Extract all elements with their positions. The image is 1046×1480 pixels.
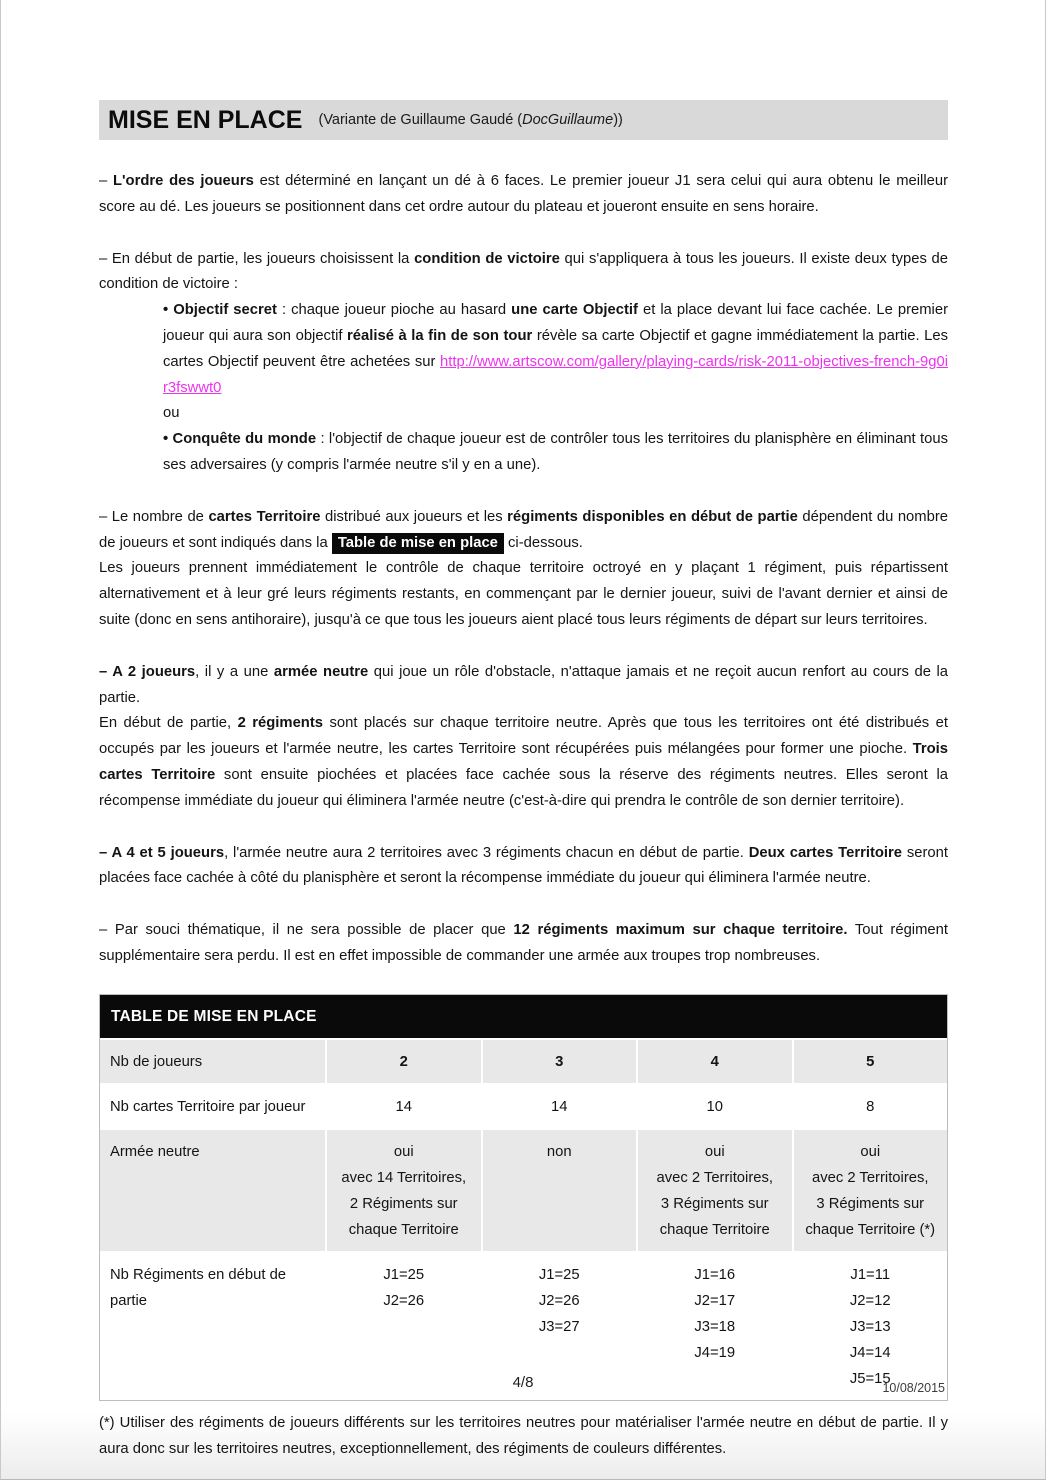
text-segment: une carte Objectif xyxy=(511,302,638,319)
section-title-band xyxy=(99,100,948,140)
table-cell-line: J1=25 xyxy=(383,1266,425,1283)
table-cell: 10 xyxy=(638,1085,792,1128)
table-row-label: Nb cartes Territoire par joueur xyxy=(100,1085,325,1128)
text-segment: – Par souci thématique, il ne sera possible de placer que xyxy=(99,922,514,939)
text-segment: condition de victoire xyxy=(414,250,560,267)
table-cell-line: J3=18 xyxy=(694,1318,736,1335)
text-segment: réalisé à la fin de son tour xyxy=(347,327,533,344)
page-content xyxy=(1,0,1045,1462)
table-cell-line: J1=25 xyxy=(538,1266,580,1283)
text-segment: est déterminé en lançant un dé à 6 faces. Le premier joueur J1 sera celui qui aura obtenu le meilleur score au dé. Les joueurs se positionnent dans cet ordre autour du plateau et joueront ensuite en sens horaire. xyxy=(99,173,948,215)
text-segment: seront placées face cachée à côté du planisphère et seront la récompense immédiate du joueur qui éliminera l'armée neutre. xyxy=(99,844,948,887)
text-segment: sont ensuite piochées et placées face cachée sous la réserve des régiments neutres. Elles seront la récompense immédiate du joueur qui éliminera l'armée neutre (c'est-à-dire qui prendra le contrôle de son dernier territoire). xyxy=(99,766,948,809)
table-cell-line: 3 Régiments sur xyxy=(816,1195,925,1212)
text-segment: : l'objectif de chaque joueur est de contrôler tous les territoires du planisphère en éliminant tous ses adversaires (y compris l'armée neutre s'il y en a une). xyxy=(163,431,948,473)
table-cell-line: chaque Territoire (*) xyxy=(805,1221,936,1238)
subtitle-author-alias: DocGuillaume xyxy=(522,112,614,128)
page-number: 4/8 xyxy=(512,1374,534,1391)
text-segment: 12 régiments maximum sur chaque territoire. xyxy=(513,922,848,939)
p-2-joueurs-suite xyxy=(99,711,948,814)
text-segment: régiments disponibles en début de partie xyxy=(507,508,798,525)
text-segment: révèle sa carte Objectif et gagne immédiatement la partie. Les cartes Objectif peuvent être achetées sur xyxy=(163,327,948,370)
text-segment: – xyxy=(99,173,113,189)
text-segment: • xyxy=(163,431,173,448)
table-cell xyxy=(638,1130,792,1251)
text-segment: Les joueurs prennent immédiatement le contrôle de chaque territoire octroyé en y plaçant 1 régiment, puis répartissent alternativement et à leur gré leurs régiments restants, en commençant par le dernier joueur, suivi de l'avant dernier et ainsi de suite (donc en sens antihoraire), jusqu'à ce que tous les joueurs aient placé tous leurs régiments de départ sur leurs territoires. xyxy=(99,560,948,628)
table-cell: 5 xyxy=(794,1040,948,1083)
table-cell-line: J1=11 xyxy=(850,1266,891,1283)
table-cell-line: J2=26 xyxy=(538,1292,580,1309)
bullet-conquete-monde xyxy=(163,427,948,479)
subtitle-suffix: )) xyxy=(613,112,623,128)
table-cell-line: 3 Régiments sur xyxy=(660,1195,769,1212)
table-cell-line: chaque Territoire xyxy=(348,1221,459,1238)
table-cell xyxy=(483,1130,637,1251)
text-segment: qui s'appliquera à tous les joueurs. Il existe deux types de condition de victoire : xyxy=(99,250,948,293)
text-segment: • xyxy=(163,302,174,319)
external-link[interactable]: http://www.artscow.com/gallery/playing-cards/risk-2011-objectives-french-9g0ir3fswwt0 xyxy=(163,353,948,396)
table-cell: 4 xyxy=(638,1040,792,1083)
table-cell-line: oui xyxy=(393,1143,414,1160)
text-segment: ou xyxy=(163,405,180,422)
text-segment: 2 régiments xyxy=(237,715,323,732)
table-cell-line: oui xyxy=(704,1143,725,1160)
text-segment: Trois cartes Territoire xyxy=(99,741,948,783)
setup-table xyxy=(99,994,948,1401)
table-cell-line: J2=17 xyxy=(694,1292,736,1309)
page-subtitle xyxy=(318,112,622,128)
table-cell-line: J5=15 xyxy=(849,1370,891,1387)
table-cell-line: non xyxy=(546,1143,572,1160)
text-segment: armée neutre xyxy=(273,663,369,680)
text-segment: sont placés sur chaque territoire neutre. Après que tous les territoires ont été distribués et occupés par les joueurs et l'armée neutre, les cartes Territoire sont récupérées puis mélangées pour former une pioche. xyxy=(99,715,949,758)
inline-highlight: Table de mise en place xyxy=(332,533,504,554)
text-segment: : chaque joueur pioche au hasard xyxy=(276,302,512,319)
text-segment: distribué aux joueurs et les xyxy=(320,508,508,525)
table-title: TABLE DE MISE EN PLACE xyxy=(100,995,947,1038)
table-cell-line: J3=13 xyxy=(849,1318,891,1335)
table-footnote xyxy=(99,1410,948,1462)
p-controle-territoire xyxy=(99,556,948,633)
table-cell xyxy=(794,1130,948,1251)
text-segment: En début de partie, xyxy=(99,715,238,732)
table-row-label: Armée neutre xyxy=(100,1130,325,1251)
table-cell: 14 xyxy=(327,1085,481,1128)
body-paragraphs xyxy=(99,169,948,970)
p-ordre-joueurs xyxy=(99,169,948,221)
text-segment: et la place devant lui face cachée. Le premier joueur qui aura son objectif xyxy=(163,302,949,344)
text-segment: ci-dessous. xyxy=(503,534,583,551)
text-segment: (*) Utiliser des régiments de joueurs différents sur les territoires neutres pour matérialiser l'armée neutre en début de partie. Il y aura donc sur les territoires neutres, exceptionnellement, des régiments de couleurs différentes. xyxy=(99,1414,948,1457)
text-segment: Deux cartes Territoire xyxy=(748,844,903,861)
text-segment: cartes Territoire xyxy=(208,508,321,525)
table-row-label: Nb de joueurs xyxy=(100,1040,325,1083)
table-cell-line: 2 Régiments sur xyxy=(349,1195,458,1212)
table-cell-line: J2=12 xyxy=(849,1292,891,1309)
table-cell-line: avec 14 Territoires, xyxy=(341,1169,467,1186)
table-cell-line: chaque Territoire xyxy=(659,1221,770,1238)
p-nombre-cartes xyxy=(99,505,948,557)
table-row-label: Nb Régiments en début de partie xyxy=(100,1253,325,1400)
table-cell xyxy=(327,1130,481,1251)
table-cell-line: oui xyxy=(860,1143,881,1160)
text-segment: – En début de partie, les joueurs choisissent la xyxy=(99,250,415,267)
table-cell-line: J3=27 xyxy=(538,1318,580,1335)
table-cell: 8 xyxy=(794,1085,948,1128)
p-2-joueurs xyxy=(99,660,948,712)
table-grid xyxy=(100,1040,947,1400)
p-12-regiments xyxy=(99,918,948,970)
text-segment: – A 4 et 5 joueurs xyxy=(99,844,225,861)
text-segment: Conquête du monde xyxy=(172,431,317,448)
table-cell-line: avec 2 Territoires, xyxy=(656,1169,773,1186)
text-segment: L'ordre des joueurs xyxy=(112,173,254,189)
p-4-5-joueurs xyxy=(99,841,948,893)
table-cell-line: J4=19 xyxy=(694,1344,736,1361)
table-cell: 14 xyxy=(483,1085,637,1128)
page-title: MISE EN PLACE xyxy=(108,105,303,134)
p-condition-victoire xyxy=(99,247,948,299)
table-cell-line: avec 2 Territoires, xyxy=(811,1169,929,1186)
footer-date: 10/08/2015 xyxy=(882,1381,945,1395)
text-segment: dépendent du nombre de joueurs et sont indiqués dans la xyxy=(99,508,948,551)
table-cell-line: J1=16 xyxy=(694,1266,736,1283)
subtitle-prefix: (Variante de Guillaume Gaudé ( xyxy=(318,112,523,128)
text-segment: qui joue un rôle d'obstacle, n'attaque jamais et ne reçoit aucun renfort au cours de la partie. xyxy=(99,663,949,706)
bullet-objectif-secret xyxy=(163,298,948,427)
text-segment: – A 2 joueurs xyxy=(99,663,196,680)
table-cell-line: J4=14 xyxy=(849,1344,891,1361)
text-segment: , il y a une xyxy=(195,663,274,680)
text-segment: Tout régiment supplémentaire sera perdu. Il est en effet impossible de commander une armée aux troupes trop nombreuses. xyxy=(99,922,948,964)
table-cell-line: J2=26 xyxy=(383,1292,425,1309)
text-segment: , l'armée neutre aura 2 territoires avec 3 régiments chacun en début de partie. xyxy=(224,844,749,861)
table-cell: 2 xyxy=(327,1040,481,1083)
text-segment: – Le nombre de xyxy=(99,508,209,525)
table-cell: 3 xyxy=(483,1040,637,1083)
text-segment: Objectif secret xyxy=(173,302,277,319)
